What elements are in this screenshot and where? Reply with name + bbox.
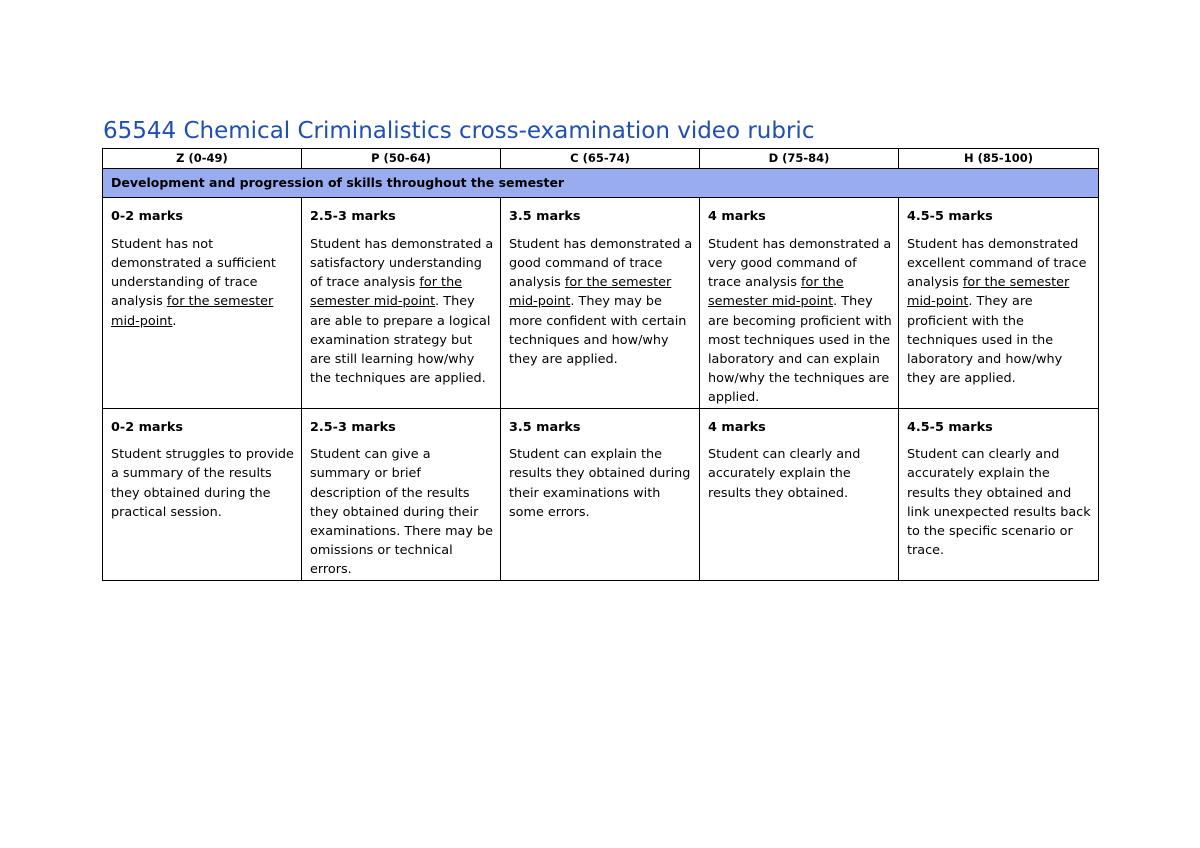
criteria-text: Student has not demonstrated a sufficient understanding of trace analysis for the semester mid-point. [111,236,276,329]
marks-label: 4.5-5 marks [907,419,993,435]
header-p: P (50-64) [302,149,501,169]
criteria-text: Student can clearly and accurately explain the results they obtained. [708,447,861,501]
criteria-text: Student can give a summary or brief description of the results they obtained during their examinations. There may be omissions or technical errors. [310,447,494,578]
marks-label: 0-2 marks [111,419,183,435]
criteria-text: Student has demonstrated a good command of trace analysis for the semester mid-point. They may be more confident with certain techniques and how/why they are applied. [509,236,693,367]
rubric-cell [501,408,700,580]
criteria-text: Student struggles to provide a summary of the results they obtained during the practical session. [111,447,294,520]
header-row [103,149,1099,169]
rubric-cell [302,408,501,580]
section-row [103,169,1099,198]
table-row [103,408,1099,580]
header-d: D (75-84) [700,149,899,169]
rubric-cell [700,408,899,580]
criteria-text: Student has demonstrated a very good command of trace analysis for the semester mid-point. They are becoming proficient with most techniques used in the laboratory and can explain how/why the techniques are applied. [708,236,892,406]
rubric-cell [103,408,302,580]
marks-label: 0-2 marks [111,209,183,224]
marks-label: 4.5-5 marks [907,209,993,224]
rubric-cell [899,408,1099,580]
section-title: Development and progression of skills throughout the semester [103,169,1099,198]
marks-label: 4 marks [708,209,766,224]
rubric-table [102,148,1099,581]
table-row [103,198,1099,409]
header-z: Z (0-49) [103,149,302,169]
rubric-cell [302,198,501,409]
marks-label: 4 marks [708,419,766,435]
rubric-cell [899,198,1099,409]
marks-label: 3.5 marks [509,419,581,435]
criteria-text: Student has demonstrated excellent command of trace analysis for the semester mid-point. They are proficient with the techniques used in the laboratory and how/why they are applied. [907,236,1087,387]
criteria-text: Student can explain the results they obtained during their examinations with some errors. [509,447,691,520]
header-c: C (65-74) [501,149,700,169]
page-title: 65544 Chemical Criminalistics cross-examination video rubric [103,118,815,144]
rubric-cell [103,198,302,409]
header-h: H (85-100) [899,149,1099,169]
rubric-cell [501,198,700,409]
marks-label: 3.5 marks [509,209,581,224]
criteria-text: Student has demonstrated a satisfactory understanding of trace analysis for the semester mid-point. They are able to prepare a logical examination strategy but are still learning how/why the techniques are applied. [310,236,494,387]
rubric-cell [700,198,899,409]
marks-label: 2.5-3 marks [310,209,396,224]
criteria-text: Student can clearly and accurately explain the results they obtained and link unexpected results back to the specific scenario or trace. [907,447,1091,559]
marks-label: 2.5-3 marks [310,419,396,435]
